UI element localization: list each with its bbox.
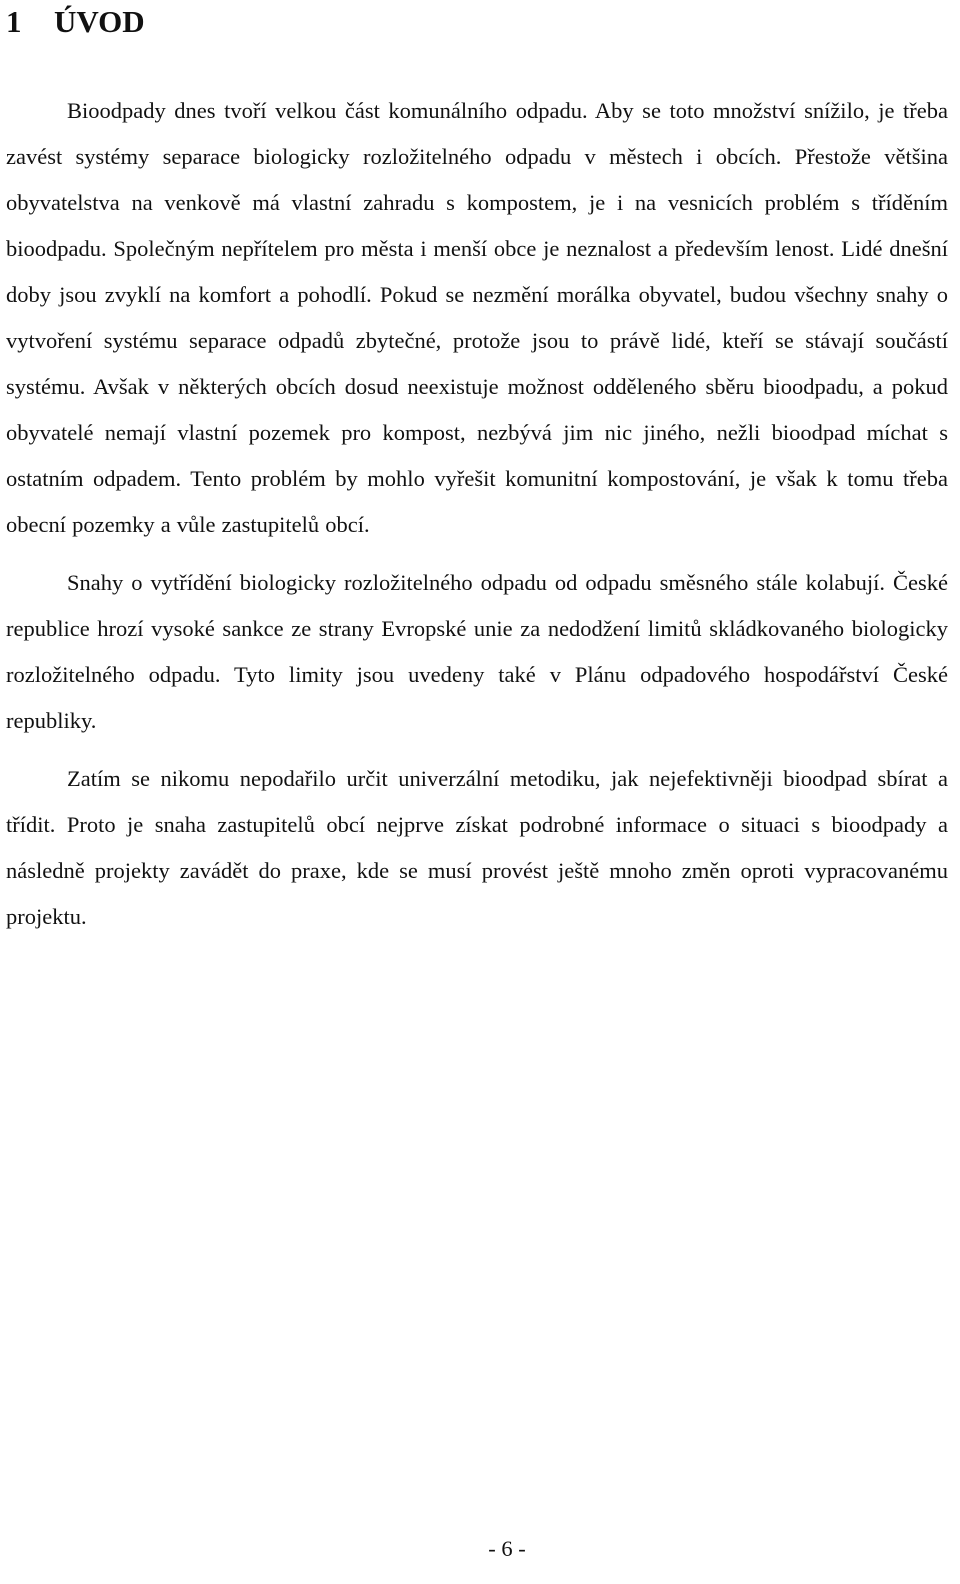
page-number: - 6 - bbox=[488, 1536, 526, 1561]
chapter-heading bbox=[6, 2, 145, 42]
chapter-number: 1 bbox=[6, 4, 22, 39]
paragraph-2: Snahy o vytřídění biologicky rozložitelného odpadu od odpadu směsného stále kolabují. České republice hrozí vysoké sankce ze strany Evropské unie za nedodžení limitů skládkovaného biologicky rozložitelného odpadu. Tyto limity jsou uvedeny také v Plánu odpadového hospodářství České republiky. bbox=[6, 570, 948, 733]
chapter-body bbox=[6, 88, 948, 952]
paragraph-1: Bioodpady dnes tvoří velkou část komunálního odpadu. Aby se toto množství snížilo, je třeba zavést systémy separace biologicky rozložitelného odpadu v městech i obcích. Přestože většina obyvatelstva na venkově má vlastní zahradu s kompostem, je i na vesnicích problém s tříděním bioodpadu. Společným nepřítelem pro města i menší obce je neznalost a především lenost. Lidé dnešní doby jsou zvyklí na komfort a pohodlí. Pokud se nezmění morálka obyvatel, budou všechny snahy o vytvoření systému separace odpadů zbytečné, protože jsou to právě lidé, kteří se stávají součástí systému. Avšak v některých obcích dosud neexistuje možnost odděleného sběru bioodpadu, a pokud obyvatelé nemají vlastní pozemek pro kompost, nezbývá jim nic jiného, nežli bioodpad míchat s ostatním odpadem. Tento problém by mohlo vyřešit komunitní kompostování, je však k tomu třeba obecní pozemky a vůle zastupitelů obcí. bbox=[6, 98, 948, 537]
paragraph-3: Zatím se nikomu nepodařilo určit univerzální metodiku, jak nejefektivněji bioodpad sbírat a třídit. Proto je snaha zastupitelů obcí nejprve získat podrobné informace o situaci s bioodpady a následně projekty zavádět do praxe, kde se musí provést ještě mnoho změn oproti vypracovanému projektu. bbox=[6, 766, 948, 929]
chapter-title: ÚVOD bbox=[54, 4, 145, 39]
document-page bbox=[6, 0, 948, 1584]
